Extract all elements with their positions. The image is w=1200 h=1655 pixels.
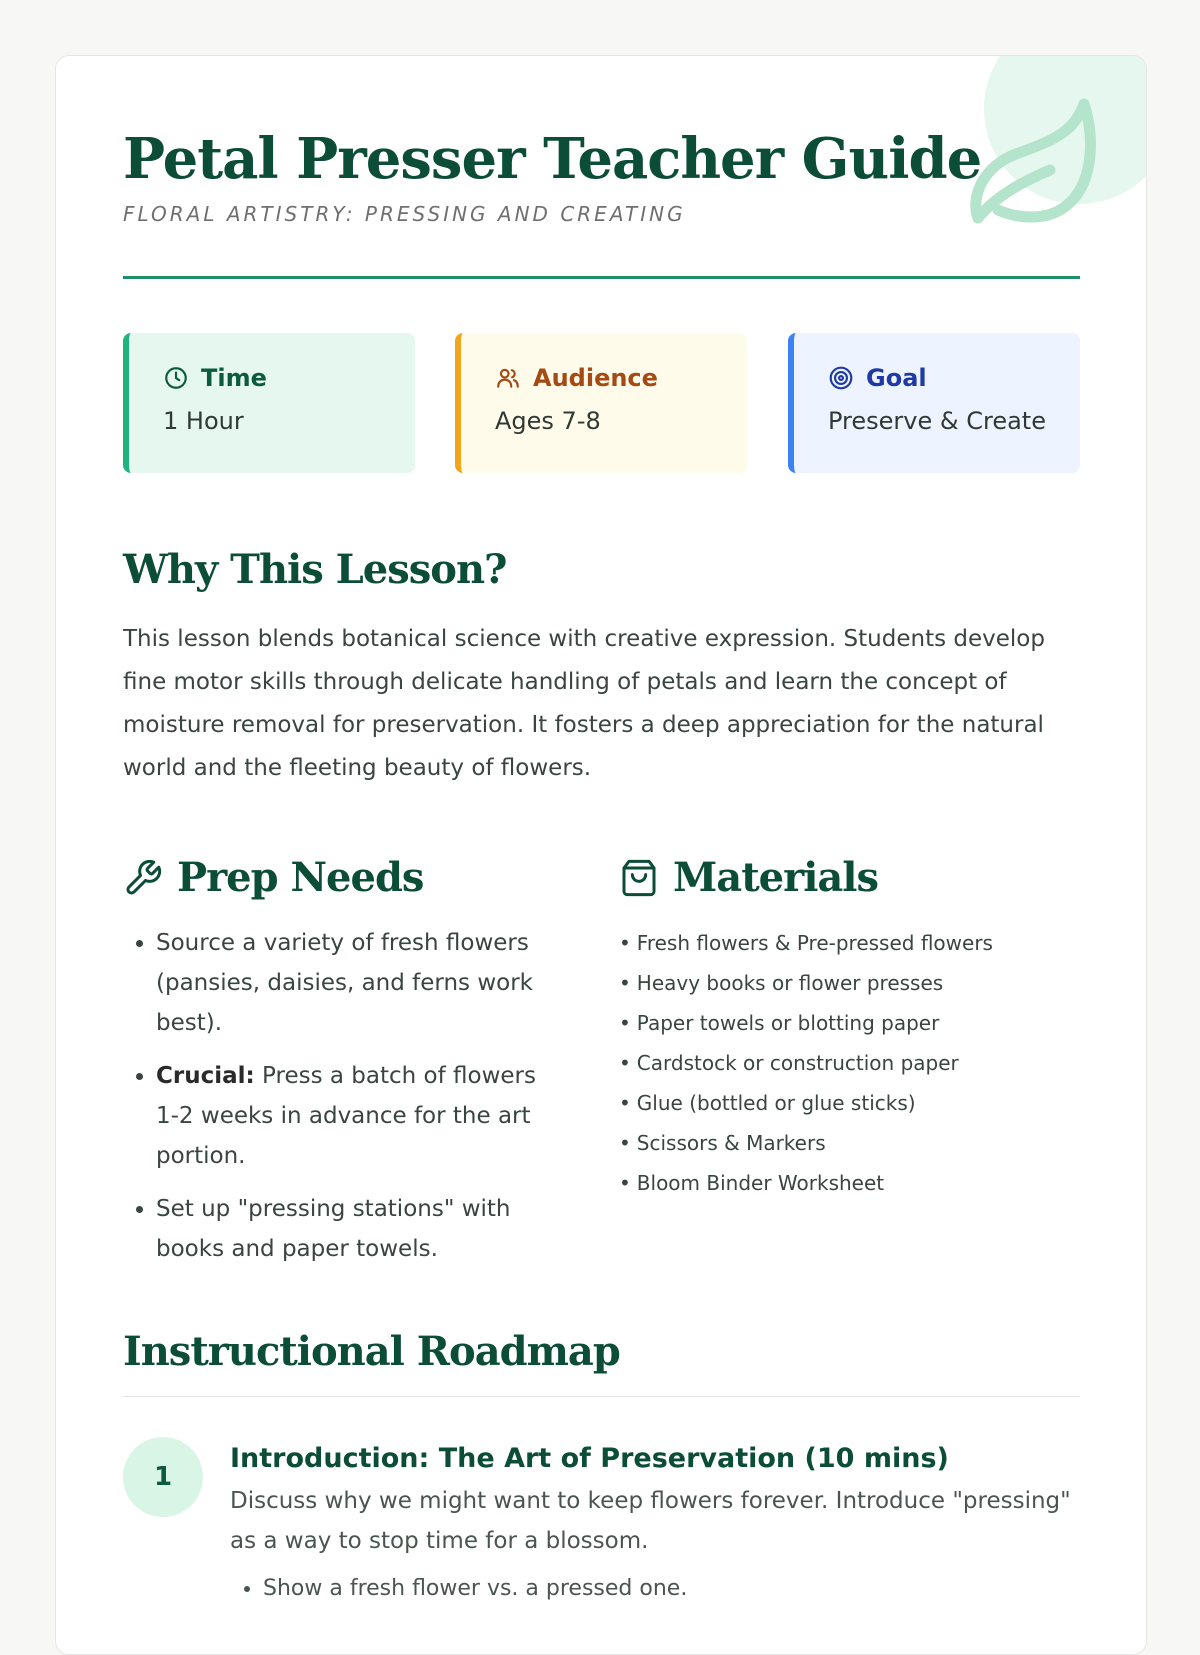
audience-card — [455, 333, 747, 473]
prep-section — [123, 851, 563, 1282]
time-card-header — [163, 361, 415, 395]
crucial-label: Crucial: — [156, 1063, 255, 1089]
shopping-bag-icon — [619, 858, 659, 898]
target-icon — [828, 365, 854, 391]
prep-item: • Crucial: Press a batch of flowers 1-2 weeks in advance for the art portion. — [156, 1056, 563, 1176]
page-subtitle: FLORAL ARTISTRY: PRESSING AND CREATING — [123, 202, 686, 226]
wrench-icon — [123, 858, 163, 898]
material-item: • Heavy books or flower presses — [619, 963, 1079, 1003]
clock-icon — [163, 365, 189, 391]
step-title: Introduction: The Art of Preservation (10 mins) — [230, 1443, 949, 1474]
time-label: Time — [201, 364, 267, 392]
material-item: • Fresh flowers & Pre-pressed flowers — [619, 923, 1079, 963]
material-item: • Scissors & Markers — [619, 1123, 1079, 1163]
material-item: • Bloom Binder Worksheet — [619, 1163, 1079, 1203]
audience-label: Audience — [533, 364, 658, 392]
step-number-badge: 1 — [123, 1437, 203, 1517]
prep-title: Prep Needs — [177, 854, 424, 901]
header — [123, 124, 1083, 226]
meta-row — [123, 333, 1080, 473]
users-icon — [495, 365, 521, 391]
audience-value: Ages 7-8 — [495, 407, 601, 435]
goal-card-header — [828, 361, 1080, 395]
prep-list — [123, 923, 563, 1269]
audience-card-header — [495, 361, 747, 395]
goal-card — [788, 333, 1080, 473]
roadmap-divider — [123, 1396, 1080, 1397]
goal-label: Goal — [866, 364, 927, 392]
guide-card — [55, 55, 1147, 1655]
time-card — [123, 333, 415, 473]
header-divider — [123, 276, 1080, 279]
material-item: • Paper towels or blotting paper — [619, 1003, 1079, 1043]
materials-title: Materials — [673, 854, 879, 901]
why-title: Why This Lesson? — [123, 546, 507, 593]
step-bullet: • Show a fresh flower vs. a pressed one. — [263, 1569, 1080, 1609]
page-title: Petal Presser Teacher Guide — [123, 126, 982, 192]
materials-header — [619, 851, 1079, 905]
prep-item: • Source a variety of fresh flowers (pansies, daisies, and ferns work best). — [156, 923, 563, 1043]
materials-section — [619, 851, 1079, 1203]
prep-item: • Set up "pressing stations" with books and paper towels. — [156, 1189, 563, 1269]
materials-list — [619, 923, 1079, 1203]
step-bullets — [230, 1569, 1080, 1609]
step-description: Discuss why we might want to keep flowers forever. Introduce "pressing" as a way to stop time for a blossom. — [230, 1488, 1071, 1554]
roadmap-section — [123, 1324, 1080, 1609]
goal-value: Preserve & Create — [828, 407, 1046, 435]
material-item: • Cardstock or construction paper — [619, 1043, 1079, 1083]
why-body: This lesson blends botanical science with creative expression. Students develop fine motor skills through delicate handling of petals and learn the concept of moisture removal for preservation. It fosters a deep appreciation for the natural world and the fleeting beauty of flowers. — [123, 626, 1045, 781]
time-value: 1 Hour — [163, 407, 244, 435]
prep-header — [123, 851, 563, 905]
material-item: • Glue (bottled or glue sticks) — [619, 1083, 1079, 1123]
why-section — [123, 542, 1083, 790]
roadmap-step — [123, 1437, 1080, 1609]
roadmap-title: Instructional Roadmap — [123, 1328, 620, 1375]
